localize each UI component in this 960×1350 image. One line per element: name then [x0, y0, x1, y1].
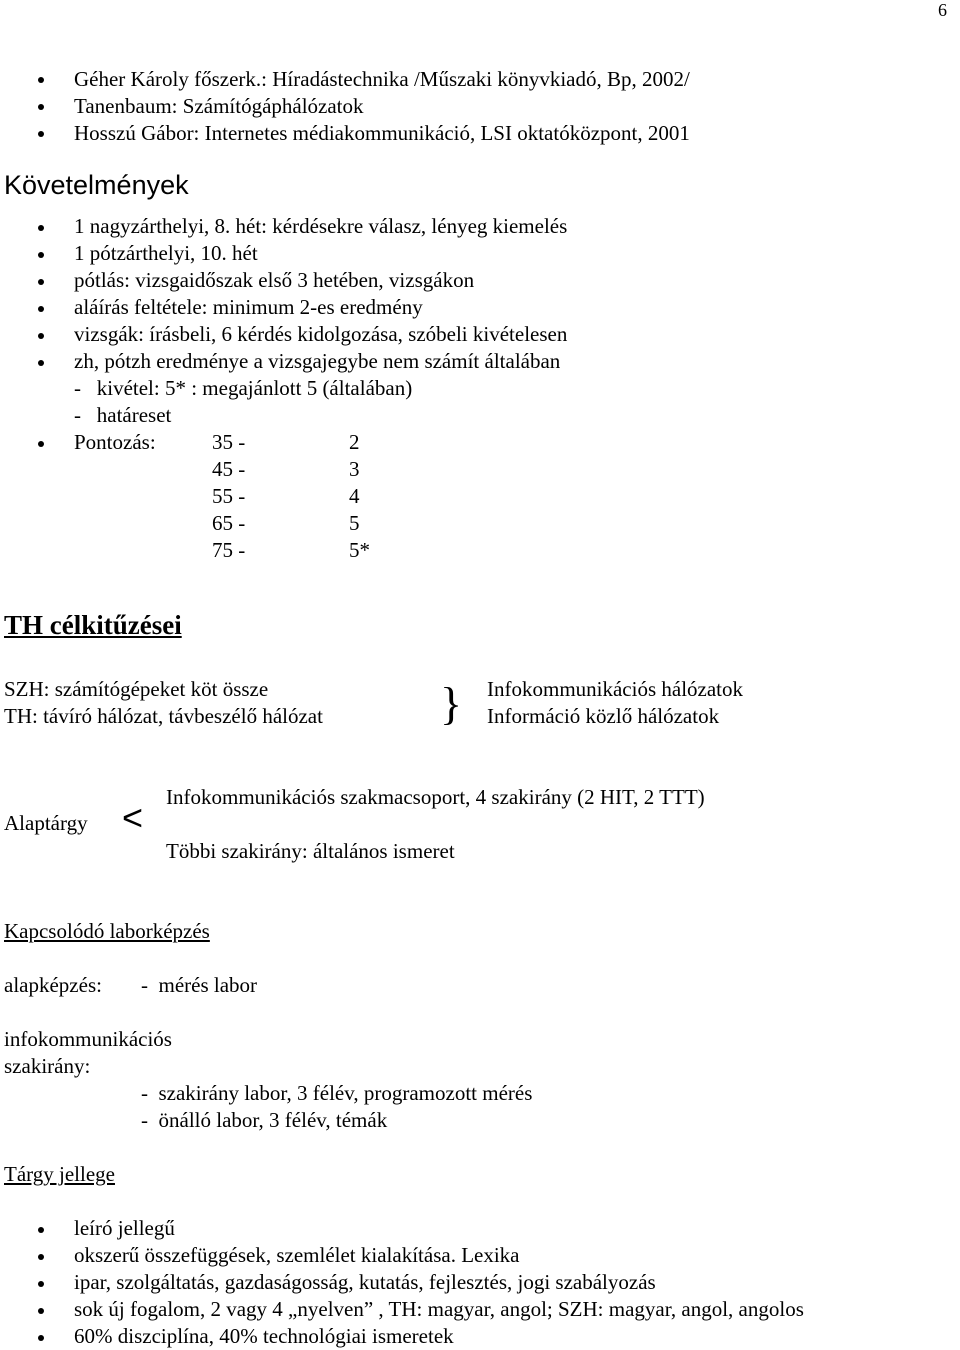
bullet — [38, 225, 44, 231]
character-item: okszerű összefüggések, szemlélet kialakítása. Lexika — [74, 1243, 520, 1267]
bullet — [38, 333, 44, 339]
labs-spec-label: infokommunikációs — [4, 1027, 172, 1051]
subject-label: Alaptárgy — [4, 811, 88, 835]
scoring-grade: 5* — [349, 538, 370, 562]
bullet — [38, 360, 44, 366]
page-number: 6 — [938, 0, 947, 20]
character-item: sok új fogalom, 2 vagy 4 „nyelven” , TH: magyar, angol; SZH: magyar, angol, angolos — [74, 1297, 804, 1321]
scoring-points: 75 - — [212, 538, 246, 562]
requirement-sub-item: - kivétel: 5* : megajánlott 5 (általában) — [74, 376, 413, 400]
reference-item: Hosszú Gábor: Internetes médiakommunikáció, LSI oktatóközpont, 2001 — [74, 121, 690, 145]
requirements-heading: Követelmények — [4, 170, 189, 200]
labs-basic-item: - mérés labor — [141, 973, 258, 997]
brace-symbol: } — [440, 678, 463, 729]
requirement-item: aláírás feltétele: minimum 2-es eredmény — [74, 295, 423, 319]
scoring-points: 55 - — [212, 484, 246, 508]
character-heading: Tárgy jellege — [4, 1162, 115, 1186]
requirement-item: vizsgák: írásbeli, 6 kérdés kidolgozása, szóbeli kivételesen — [74, 322, 568, 346]
reference-item: Tanenbaum: Számítógáphálózatok — [74, 94, 364, 118]
labs-spec-label: szakirány: — [4, 1054, 91, 1078]
goals-right-line: Infokommunikációs hálózatok — [487, 677, 744, 701]
bullet — [38, 306, 44, 312]
requirement-sub-item: - határeset — [74, 403, 172, 427]
labs-heading: Kapcsolódó laborképzés — [4, 919, 210, 943]
scoring-points: 35 - — [212, 430, 246, 454]
scoring-grade: 3 — [349, 457, 360, 481]
bullet — [38, 1308, 44, 1314]
labs-spec-item: - szakirány labor, 3 félév, programozott mérés — [141, 1081, 533, 1105]
subject-line: Infokommunikációs szakmacsoport, 4 szakirány (2 HIT, 2 TTT) — [166, 785, 705, 809]
requirement-item: pótlás: vizsgaidőszak első 3 hetében, vizsgákon — [74, 268, 475, 292]
bullet — [38, 441, 44, 447]
bullet — [38, 1254, 44, 1260]
scoring-grade: 4 — [349, 484, 360, 508]
scoring-label: Pontozás: — [74, 430, 156, 454]
goals-left-line: TH: távíró hálózat, távbeszélő hálózat — [4, 704, 323, 728]
goals-left-line: SZH: számítógépeket köt össze — [4, 677, 269, 701]
scoring-points: 65 - — [212, 511, 246, 535]
character-item: ipar, szolgáltatás, gazdaságosság, kutatás, fejlesztés, jogi szabályozás — [74, 1270, 656, 1294]
character-item: 60% diszciplína, 40% technológiai ismeretek — [74, 1324, 454, 1348]
goals-heading: TH célkitűzései — [4, 610, 182, 640]
bullet — [38, 1335, 44, 1341]
reference-item: Géher Károly főszerk.: Híradástechnika /Műszaki könyvkiadó, Bp, 2002/ — [74, 67, 690, 91]
labs-basic-label: alapképzés: — [4, 973, 102, 997]
requirement-item: 1 nagyzárthelyi, 8. hét: kérdésekre válasz, lényeg kiemelés — [74, 214, 568, 238]
bullet — [38, 77, 44, 83]
subject-line: Többi szakirány: általános ismeret — [166, 839, 455, 863]
bullet — [38, 131, 44, 137]
bullet — [38, 1227, 44, 1233]
scoring-grade: 5 — [349, 511, 360, 535]
bullet — [38, 1281, 44, 1287]
scoring-points: 45 - — [212, 457, 246, 481]
less-than-symbol: < — [122, 797, 144, 838]
requirement-item: 1 pótzárthelyi, 10. hét — [74, 241, 258, 265]
bullet — [38, 104, 44, 110]
scoring-grade: 2 — [349, 430, 360, 454]
labs-spec-item: - önálló labor, 3 félév, témák — [141, 1108, 388, 1132]
character-item: leíró jellegű — [74, 1216, 175, 1240]
goals-right-line: Információ közlő hálózatok — [487, 704, 720, 728]
requirement-item: zh, pótzh eredménye a vizsgajegybe nem számít általában — [74, 349, 561, 373]
bullet — [38, 252, 44, 258]
bullet — [38, 279, 44, 285]
